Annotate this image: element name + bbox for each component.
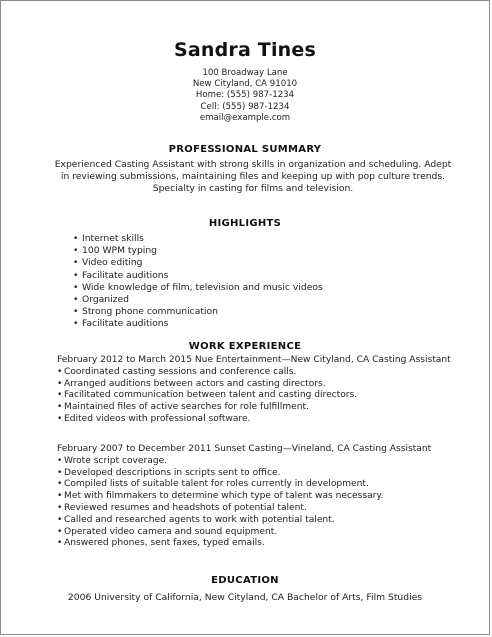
email-address: email@example.com bbox=[199, 112, 291, 123]
education-heading: EDUCATION bbox=[211, 575, 279, 586]
address-line-1: 100 Broadway Lane bbox=[202, 68, 288, 78]
duty-item: • Reviewed resumes and headshots of potential talent. bbox=[57, 503, 477, 515]
job-heading: February 2012 to March 2015 Nue Entertainment—New Cityland, CA Casting Assistant bbox=[57, 355, 451, 365]
job-duties bbox=[57, 456, 477, 550]
highlights-heading: HIGHLIGHTS bbox=[208, 218, 282, 229]
cell-phone: Cell: (555) 987-1234 bbox=[200, 101, 290, 112]
duty-item: • Met with filmmakers to determine which type of talent was necessary. bbox=[57, 491, 477, 503]
duty-item: • Wrote script coverage. bbox=[57, 456, 477, 468]
home-phone: Home: (555) 987-1234 bbox=[195, 90, 295, 101]
duty-item: • Operated video camera and sound equipment. bbox=[57, 527, 477, 539]
contact-block bbox=[1, 68, 489, 124]
highlights-list bbox=[73, 233, 323, 331]
duty-item: • Called and researched agents to work with potential talent. bbox=[57, 515, 477, 527]
highlight-item: • 100 WPM typing bbox=[73, 245, 323, 257]
duty-item: • Compiled lists of suitable talent for roles currently in development. bbox=[57, 479, 477, 491]
job-entry bbox=[57, 355, 477, 426]
job-heading: February 2007 to December 2011 Sunset Casting—Vineland, CA Casting Assistant bbox=[57, 444, 432, 454]
summary-heading: PROFESSIONAL SUMMARY bbox=[168, 144, 322, 155]
work-heading: WORK EXPERIENCE bbox=[188, 341, 302, 352]
duty-item: • Maintained files of active searches for role fulfillment. bbox=[57, 402, 477, 414]
duty-item: • Facilitated communication between talent and casting directors. bbox=[57, 390, 477, 402]
duty-item: • Arranged auditions between actors and casting directors. bbox=[57, 379, 477, 391]
job-entry bbox=[57, 444, 477, 550]
duty-item: • Answered phones, sent faxes, typed emails. bbox=[57, 538, 477, 550]
duty-item: • Coordinated casting sessions and conference calls. bbox=[57, 367, 477, 379]
summary-text: Experienced Casting Assistant with strong skills in organization and scheduling. Adept in reviewing submissions, maintaining files and keeping up with pop culture trends. Specialty in casting for films and television. bbox=[54, 159, 452, 194]
highlight-item: • Facilitate auditions bbox=[73, 270, 323, 282]
job-duties bbox=[57, 367, 477, 426]
highlight-item: • Facilitate auditions bbox=[73, 318, 323, 330]
highlight-item: • Strong phone communication bbox=[73, 306, 323, 318]
duty-item: • Edited videos with professional software. bbox=[57, 414, 477, 426]
education-text: 2006 University of California, New Cityland, CA Bachelor of Arts, Film Studies bbox=[67, 592, 423, 603]
address-line-2: New Cityland, CA 91010 bbox=[192, 79, 298, 90]
candidate-name: Sandra Tines bbox=[173, 39, 317, 61]
highlight-item: • Video editing bbox=[73, 257, 323, 269]
highlight-item: • Organized bbox=[73, 294, 323, 306]
highlight-item: • Internet skills bbox=[73, 233, 323, 245]
highlight-item: • Wide knowledge of film, television and music videos bbox=[73, 282, 323, 294]
duty-item: • Developed descriptions in scripts sent to office. bbox=[57, 468, 477, 480]
